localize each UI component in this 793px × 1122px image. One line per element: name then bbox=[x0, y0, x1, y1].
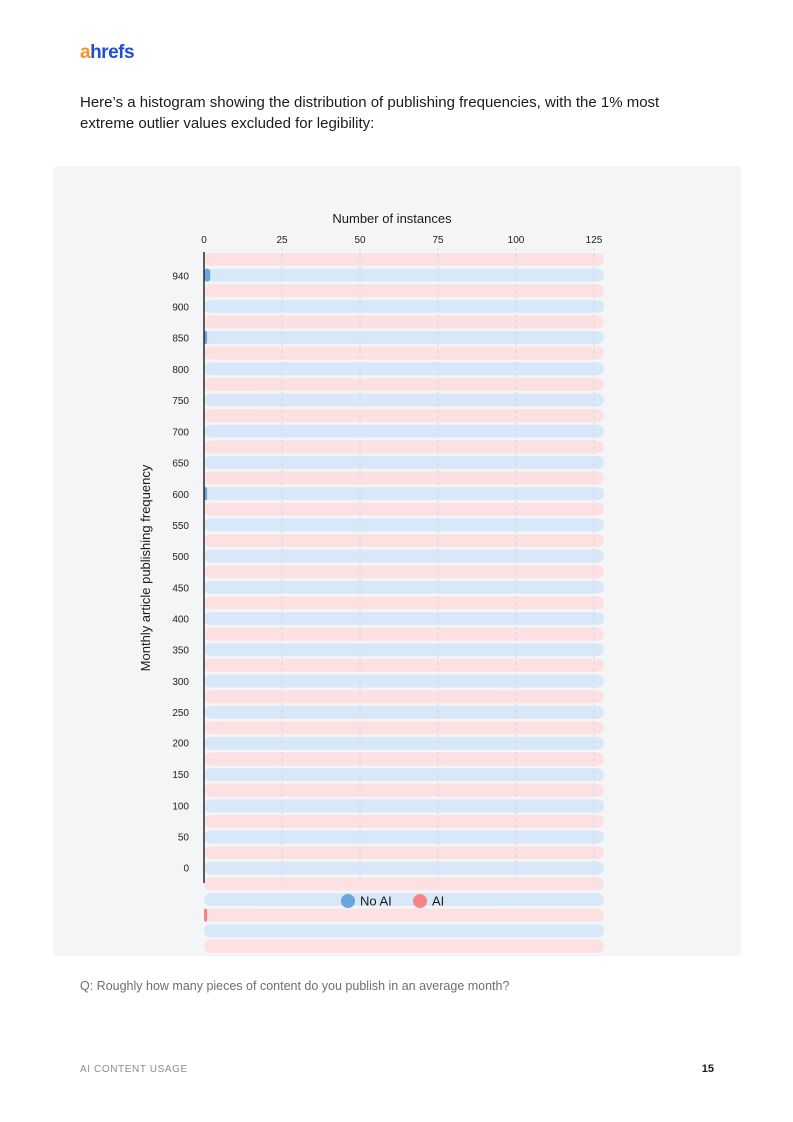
band-no-ai bbox=[204, 331, 604, 344]
y-tick-label: 500 bbox=[172, 552, 189, 563]
band-no-ai bbox=[204, 581, 604, 594]
legend-swatch-no-ai bbox=[341, 894, 355, 908]
legend-label-no-ai: No AI bbox=[360, 893, 392, 909]
logo-letter-a: a bbox=[80, 42, 91, 63]
y-tick-label: 400 bbox=[172, 614, 189, 626]
x-axis-title: Number of instances bbox=[332, 211, 452, 226]
y-tick-label: 300 bbox=[172, 677, 189, 688]
band-ai bbox=[204, 659, 604, 672]
band-no-ai bbox=[204, 300, 604, 313]
y-tick-label: 850 bbox=[172, 333, 189, 345]
band-no-ai bbox=[204, 706, 604, 719]
bar-no-ai bbox=[204, 269, 210, 282]
ahrefs-logo bbox=[80, 42, 134, 64]
intro-paragraph: Here’s a histogram showing the distribution of publishing frequencies, with the 1% most extreme outlier values excluded for legibility: bbox=[80, 94, 660, 132]
y-tick-label: 600 bbox=[172, 490, 189, 501]
logo-letters-hrefs: hrefs bbox=[90, 42, 135, 63]
footer-section-label: AI CONTENT USAGE bbox=[80, 1064, 188, 1075]
band-ai bbox=[204, 721, 604, 734]
band-ai bbox=[204, 565, 604, 578]
band-ai bbox=[204, 284, 604, 297]
band-no-ai bbox=[204, 862, 604, 875]
band-ai bbox=[204, 253, 604, 266]
y-tick-label: 200 bbox=[172, 738, 189, 750]
band-no-ai bbox=[204, 768, 604, 781]
y-tick-label: 0 bbox=[183, 863, 189, 875]
band-ai bbox=[204, 815, 604, 828]
page-number: 15 bbox=[701, 1063, 714, 1075]
band-ai bbox=[204, 315, 604, 328]
histogram-chart bbox=[53, 166, 741, 956]
x-tick-label: 25 bbox=[276, 235, 288, 246]
y-tick-label: 700 bbox=[172, 427, 189, 439]
y-tick-label: 450 bbox=[172, 583, 189, 595]
band-ai bbox=[204, 534, 604, 547]
y-tick-label: 900 bbox=[172, 302, 189, 314]
band-ai bbox=[204, 753, 604, 766]
band-ai bbox=[204, 409, 604, 422]
band-ai bbox=[204, 877, 604, 890]
band-no-ai bbox=[204, 674, 604, 687]
band-ai bbox=[204, 846, 604, 859]
x-tick-label: 100 bbox=[507, 235, 525, 246]
legend-label-ai: AI bbox=[432, 893, 445, 909]
y-axis-title: Monthly article publishing frequency bbox=[138, 464, 153, 672]
y-tick-label: 800 bbox=[172, 365, 189, 376]
y-tick-label: 250 bbox=[172, 708, 189, 719]
y-tick-label: 750 bbox=[172, 396, 189, 407]
band-ai bbox=[204, 690, 604, 703]
y-tick-label: 350 bbox=[172, 645, 189, 657]
bar-ai bbox=[204, 909, 207, 922]
band-no-ai bbox=[204, 269, 604, 282]
band-no-ai bbox=[204, 550, 604, 563]
band-ai bbox=[204, 378, 604, 391]
band-ai bbox=[204, 628, 604, 641]
band-ai bbox=[204, 347, 604, 360]
x-tick-label: 50 bbox=[354, 235, 366, 246]
band-no-ai bbox=[204, 487, 604, 500]
y-tick-label: 550 bbox=[172, 521, 189, 532]
band-ai bbox=[204, 440, 604, 453]
y-tick-label: 150 bbox=[172, 770, 189, 781]
band-ai bbox=[204, 503, 604, 516]
band-no-ai bbox=[204, 456, 604, 469]
band-no-ai bbox=[204, 893, 604, 906]
band-no-ai bbox=[204, 831, 604, 844]
x-tick-label: 0 bbox=[201, 235, 207, 246]
y-tick-label: 650 bbox=[172, 458, 189, 470]
band-ai bbox=[204, 596, 604, 609]
band-ai bbox=[204, 940, 604, 953]
band-no-ai bbox=[204, 393, 604, 406]
band-no-ai bbox=[204, 924, 604, 937]
band-ai bbox=[204, 909, 604, 922]
band-ai bbox=[204, 472, 604, 485]
band-ai bbox=[204, 784, 604, 797]
band-no-ai bbox=[204, 425, 604, 438]
band-no-ai bbox=[204, 612, 604, 625]
x-tick-label: 125 bbox=[585, 235, 603, 246]
band-no-ai bbox=[204, 955, 604, 956]
survey-question: Q: Roughly how many pieces of content do you publish in an average month? bbox=[80, 979, 510, 993]
y-tick-label: 50 bbox=[177, 832, 189, 844]
legend-swatch-ai bbox=[413, 894, 427, 908]
x-tick-label: 75 bbox=[432, 235, 444, 246]
band-no-ai bbox=[204, 362, 604, 375]
band-no-ai bbox=[204, 643, 604, 656]
band-no-ai bbox=[204, 737, 604, 750]
y-tick-label: 100 bbox=[172, 801, 189, 813]
band-no-ai bbox=[204, 799, 604, 812]
band-no-ai bbox=[204, 518, 604, 531]
y-tick-label: 940 bbox=[172, 271, 189, 283]
